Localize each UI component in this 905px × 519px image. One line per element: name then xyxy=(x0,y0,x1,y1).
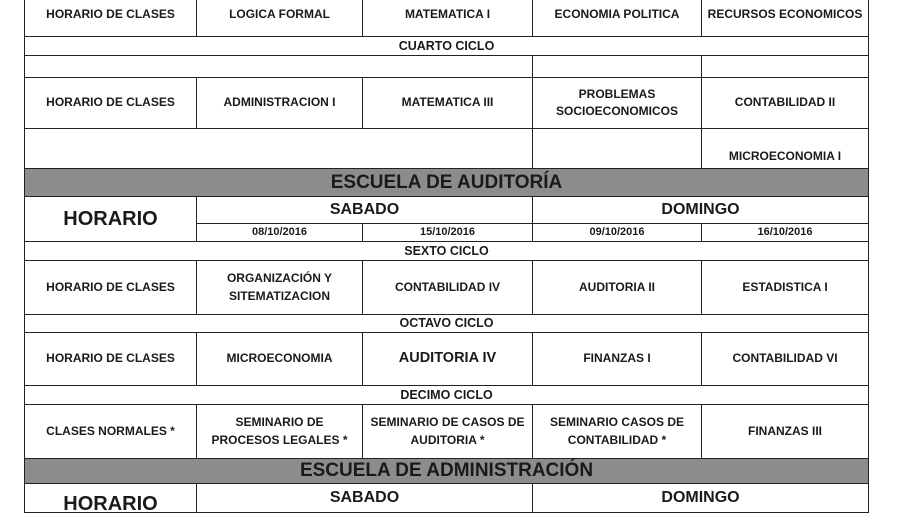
cycle-title: DECIMO CICLO xyxy=(24,385,869,405)
course-cell: ORGANIZACIÓN Y SITEMATIZACION xyxy=(196,260,363,315)
course-cell: SEMINARIO DE PROCESOS LEGALES * xyxy=(196,404,363,459)
course-cell: SEMINARIO DE CASOS DE AUDITORIA * xyxy=(362,404,533,459)
day-sabado: SABADO xyxy=(196,196,533,224)
horario-clases-cell: CLASES NORMALES * xyxy=(24,404,197,459)
course-cell: MATEMATICA I xyxy=(362,0,533,37)
blank-cell xyxy=(24,128,533,169)
horario-clases-cell: HORARIO DE CLASES xyxy=(24,260,197,315)
cycle-title: CUARTO CICLO xyxy=(24,36,869,56)
course-cell: CONTABILIDAD II xyxy=(701,77,869,129)
day-sabado: SABADO xyxy=(196,483,533,513)
school-header: ESCUELA DE AUDITORÍA xyxy=(24,168,869,197)
course-cell: LOGICA FORMAL xyxy=(196,0,363,37)
horario-clases-cell: HORARIO DE CLASES xyxy=(24,0,197,37)
date-cell: 08/10/2016 xyxy=(196,223,363,242)
course-cell: AUDITORIA IV xyxy=(362,332,533,386)
day-domingo: DOMINGO xyxy=(532,483,869,513)
school-header: ESCUELA DE ADMINISTRACIÓN xyxy=(24,458,869,484)
course-cell: PROBLEMAS SOCIOECONOMICOS xyxy=(532,77,702,129)
date-cell: 15/10/2016 xyxy=(362,223,533,242)
course-cell: SEMINARIO CASOS DE CONTABILIDAD * xyxy=(532,404,702,459)
cycle-title: OCTAVO CICLO xyxy=(24,314,869,333)
course-cell: FINANZAS III xyxy=(701,404,869,459)
date-cell: 16/10/2016 xyxy=(701,223,869,242)
course-cell: FINANZAS I xyxy=(532,332,702,386)
cycle-title: SEXTO CICLO xyxy=(24,241,869,261)
course-cell: MATEMATICA III xyxy=(362,77,533,129)
day-domingo: DOMINGO xyxy=(532,196,869,224)
horario-label: HORARIO xyxy=(24,483,197,513)
blank-cell xyxy=(701,55,869,78)
horario-label: HORARIO xyxy=(24,196,197,242)
blank-cell xyxy=(532,55,702,78)
course-cell: RECURSOS ECONOMICOS xyxy=(701,0,869,37)
course-cell: ESTADISTICA I xyxy=(701,260,869,315)
course-cell: CONTABILIDAD IV xyxy=(362,260,533,315)
course-cell: ADMINISTRACION I xyxy=(196,77,363,129)
course-cell: CONTABILIDAD VI xyxy=(701,332,869,386)
date-cell: 09/10/2016 xyxy=(532,223,702,242)
horario-clases-cell: HORARIO DE CLASES xyxy=(24,77,197,129)
course-cell: MICROECONOMIA I xyxy=(701,128,869,169)
horario-clases-cell: HORARIO DE CLASES xyxy=(24,332,197,386)
course-cell: MICROECONOMIA xyxy=(196,332,363,386)
course-cell: ECONOMIA POLITICA xyxy=(532,0,702,37)
blank-cell xyxy=(24,55,533,78)
blank-cell xyxy=(532,128,702,169)
course-cell: AUDITORIA II xyxy=(532,260,702,315)
